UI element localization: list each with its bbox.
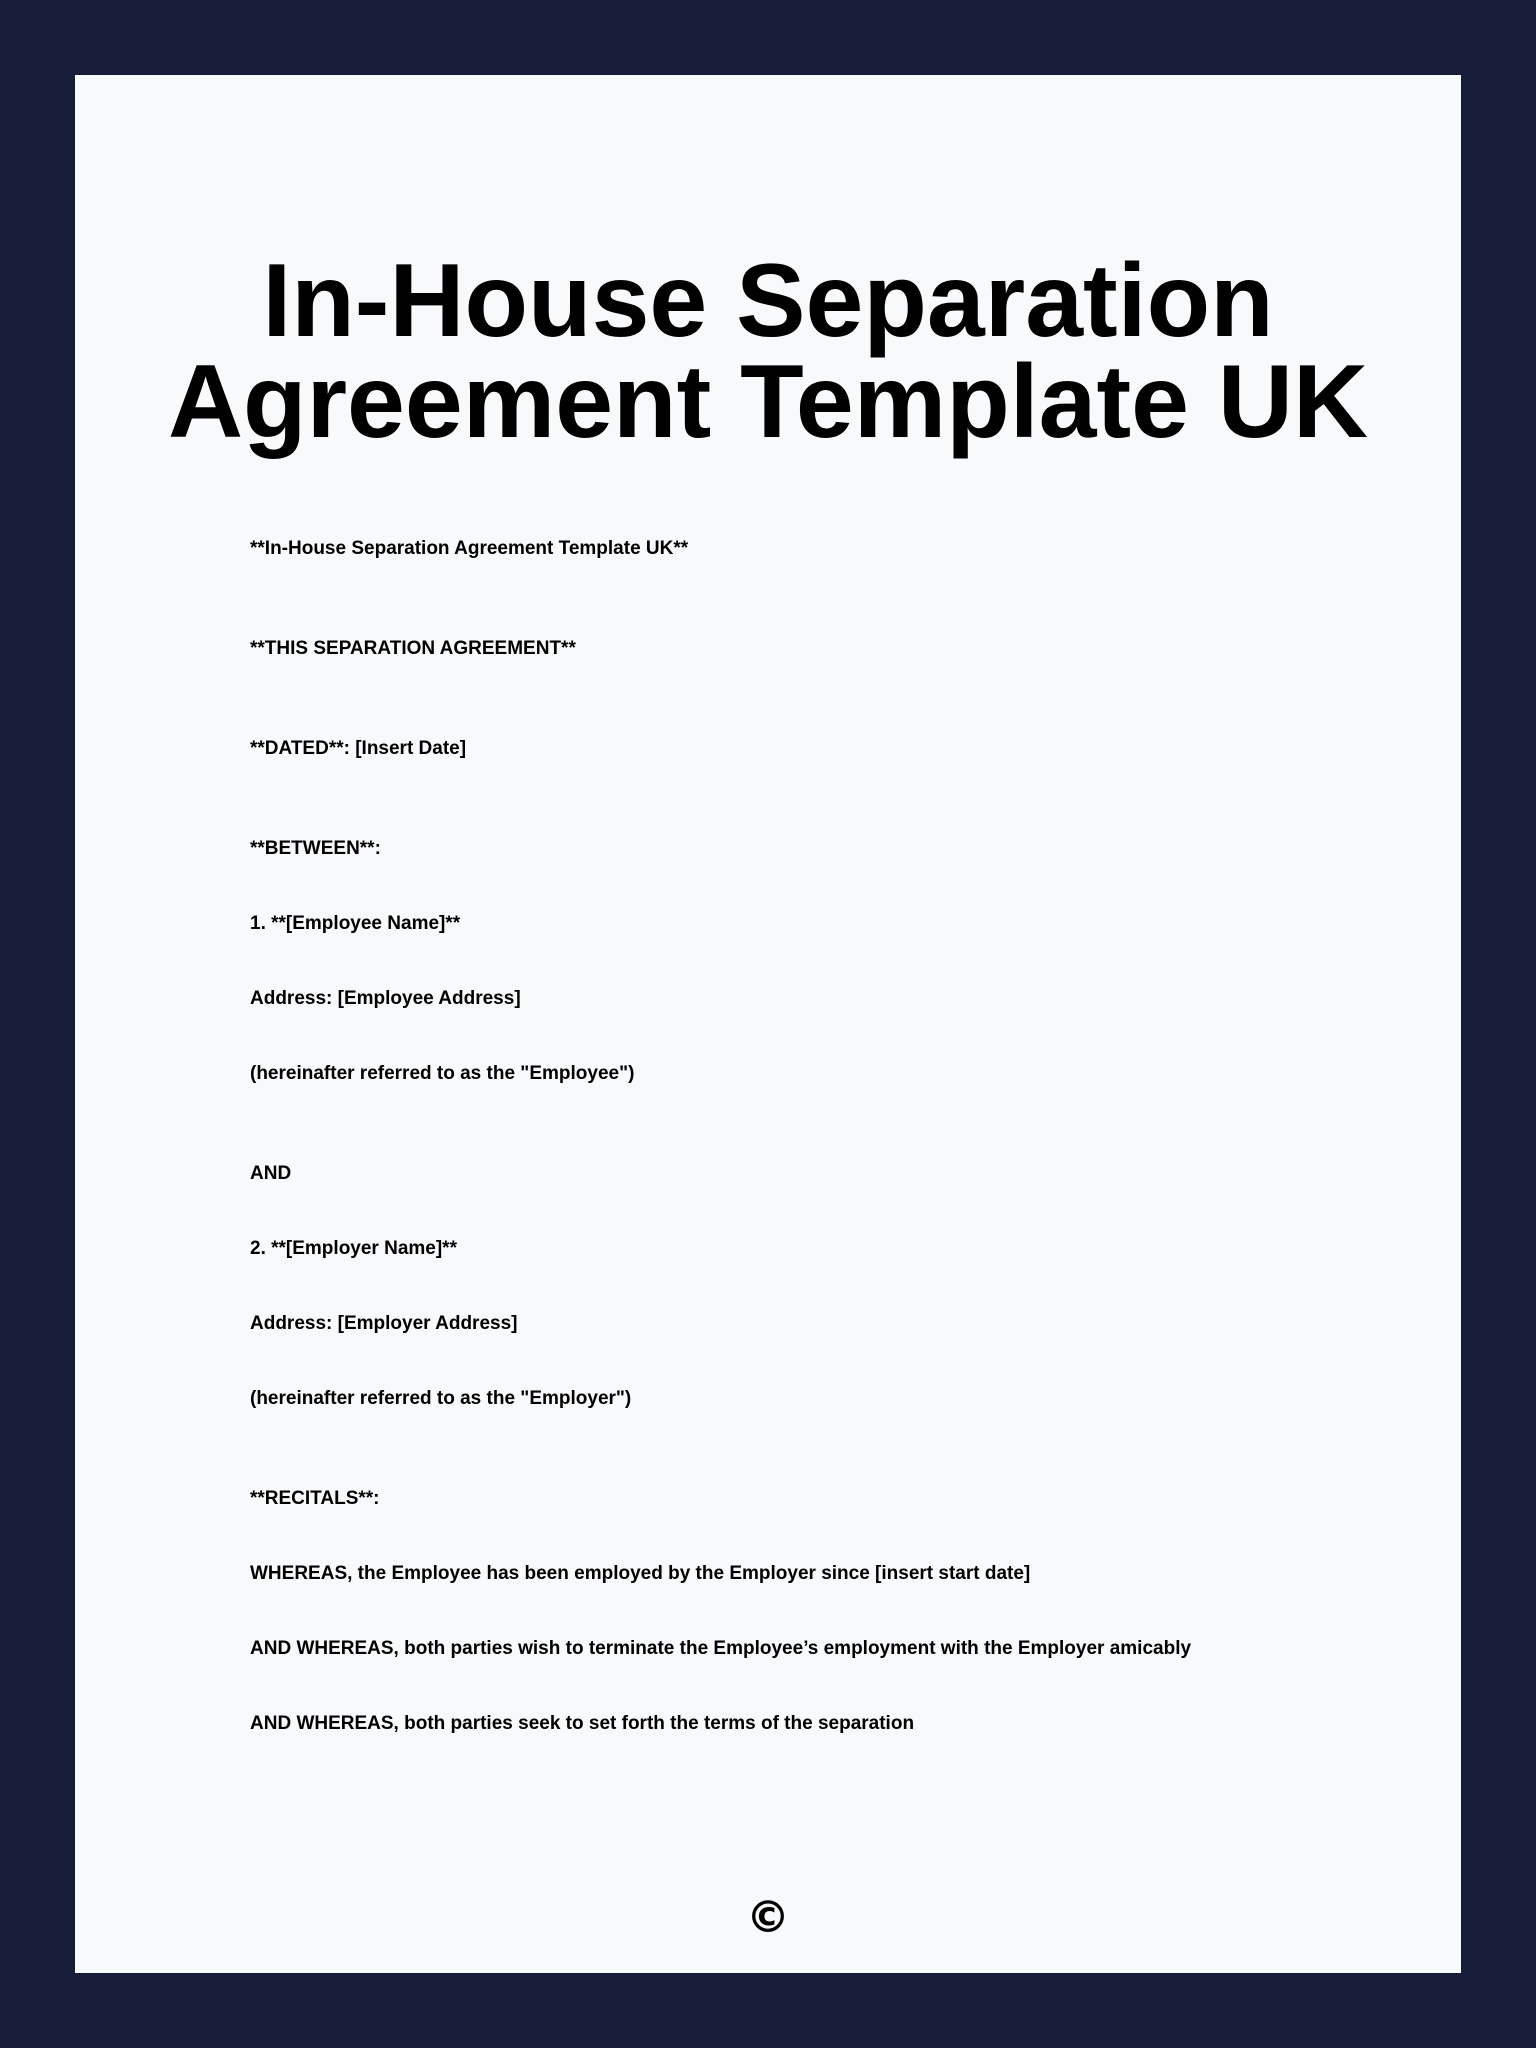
between-heading: **BETWEEN**:: [250, 838, 381, 859]
copyright-icon: ©: [746, 1892, 790, 1943]
recital-2: AND WHEREAS, both parties wish to terminate the Employee’s employment with the Employer amicably: [250, 1638, 1192, 1659]
document-page: [75, 75, 1461, 1973]
employee-name-line: 1. **[Employee Name]**: [250, 913, 461, 934]
employee-address-line: Address: [Employee Address]: [250, 988, 521, 1009]
recital-1: WHEREAS, the Employee has been employed by the Employer since [insert start date]: [250, 1563, 1031, 1584]
recitals-heading: **RECITALS**:: [250, 1488, 380, 1509]
document-title: [75, 243, 1461, 460]
employer-name-line: 2. **[Employer Name]**: [250, 1238, 457, 1259]
recital-3: AND WHEREAS, both parties seek to set forth the terms of the separation: [250, 1713, 915, 1734]
employer-address-line: Address: [Employer Address]: [250, 1313, 518, 1334]
and-line: AND: [250, 1163, 292, 1184]
dated-line: **DATED**: [Insert Date]: [250, 738, 467, 759]
employer-reference-line: (hereinafter referred to as the "Employer"): [250, 1388, 632, 1409]
title-line-1: In-House Separation: [262, 243, 1274, 359]
title-line-2: Agreement Template UK: [167, 344, 1369, 460]
agreement-heading: **THIS SEPARATION AGREEMENT**: [250, 638, 576, 659]
heading-line: **In-House Separation Agreement Template UK**: [250, 538, 689, 559]
employee-reference-line: (hereinafter referred to as the "Employee"): [250, 1063, 635, 1084]
